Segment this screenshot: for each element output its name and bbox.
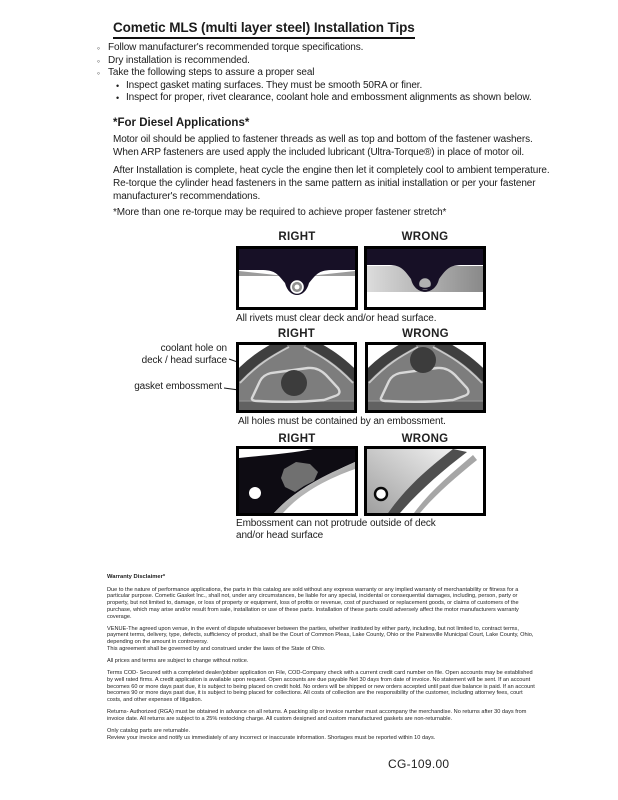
diesel-paragraph-1: Motor oil should be applied to fastener threads as well as top and bottom of the fastener washers. When ARP fasteners are used apply the included lubricant (Ultra-Torque®) in place of motor oil. [113, 134, 533, 158]
rivet-clear-illustration [239, 249, 355, 307]
disclaimer-paragraph: Only catalog parts are returnable. [107, 728, 191, 735]
dot-bullet-icon: • [116, 93, 120, 104]
page-number: CG-109.00 [388, 757, 450, 771]
disclaimer-paragraph: Returns- Authorized (RGA) must be obtained in advance on all returns. A packing slip or invoice number must accompany the merchandise. No returns after 30 days from invoice date. All returns are subject to a 25% restocking charge. All custom designed and custom manufactured gaskets are non-returnable. [107, 709, 527, 722]
coolant-hole-annotation: coolant hole on deck / head surface [141, 343, 227, 366]
list-item [97, 67, 567, 80]
tip-text: Dry installation is recommended. [108, 54, 250, 66]
fig2-wrong-label: WRONG [402, 328, 449, 340]
fig3-right-label: RIGHT [278, 433, 316, 445]
disclaimer-paragraph: Review your invoice and notify us immediately of any incorrect or inaccurate information. Shortages must be reported within 10 days. [107, 734, 436, 741]
disclaimer-paragraph: All prices and terms are subject to change without notice. [107, 658, 249, 665]
gasket-embossment-annotation: gasket embossment [134, 381, 222, 392]
fig2-right-label: RIGHT [277, 328, 316, 340]
diesel-paragraph-2: After Installation is complete, heat cycle the engine then let it completely cool to ambient temperature. Re-torque the cylinder head fasteners in the same pattern as initial installation or per your fastener manufacturer's recommendations. [113, 165, 550, 202]
fig2-caption: All holes must be contained by an embossment. [238, 416, 446, 427]
disclaimer-paragraph: Terms COD- Secured with a completed dealer/jobber application on File, COD-Company check with a current credit card number on file. Open accounts may be established by well rated firms. A credit application is available upon request. Open accounts are due payable Net 30 days from date of invoice. No statement will be sent. If an account becomes 60 or more days past due, it is subject to being placed on credit hold. No orders will be shipped or new orders accepted until past due balance is paid. If an account becomes 90 or more days past due, it is subject to being placed for collections. All costs of collection are the responsibility of the customer, including attorney fees, court costs, and other expenses of litigation. [107, 670, 535, 704]
embossment-inside-illustration [239, 449, 355, 513]
fig3-caption: Embossment can not protrude outside of deck and/or head surface [236, 518, 436, 541]
fig1-caption: All rivets must clear deck and/or head surface. [236, 313, 437, 324]
tip-text: Follow manufacturer's recommended torque specifications. [108, 42, 364, 53]
fig1-right-label: RIGHT [278, 231, 316, 243]
fig1-wrong-diagram [364, 246, 486, 310]
fig3-wrong-label: WRONG [401, 433, 449, 445]
hole-outside-illustration [368, 345, 483, 410]
circle-bullet-icon: ◦ [97, 43, 100, 53]
fig2-right-diagram [236, 342, 357, 413]
disclaimer-paragraph: Due to the nature of performance applications, the parts in this catalog are sold without any express warranty or any implied warranty of merchantability or fitness for a particular purpose. Cometic Gasket Inc., shall not, under any circumstances, be liable for any special, incidental or consequential damages, including, person, party or property, but not limited to, damage, or loss of property or equipment, loss of profits or revenue, cost of purchased or replacement goods, or claims of customers of the purchase, which may arise and/or result from sale, installation or use of these parts. Installation of these parts could adversely affect the motor manufacturers warranty coverage. [107, 586, 519, 620]
warranty-disclaimer [107, 574, 535, 747]
list-item [116, 80, 567, 93]
page-title: Cometic MLS (multi layer steel) Installation Tips [113, 20, 415, 39]
tips-list [97, 42, 567, 105]
diesel-applications-heading: *For Diesel Applications* [113, 117, 250, 129]
list-item [116, 92, 567, 105]
fig2-wrong-diagram [365, 342, 486, 413]
fig1-wrong-label: WRONG [401, 231, 449, 243]
hole-contained-illustration [239, 345, 354, 410]
rivet-overlap-illustration [367, 249, 483, 307]
embossment-protrude-illustration [367, 449, 483, 513]
disclaimer-paragraph: This agreement shall be governed by and construed under the laws of the State of Ohio. [107, 645, 326, 652]
tip-text: Inspect for proper, rivet clearance, coolant hole and embossment alignments as shown below. [126, 92, 532, 104]
fig1-right-diagram [236, 246, 358, 310]
circle-bullet-icon: ◦ [97, 55, 100, 66]
list-item [97, 55, 567, 68]
tip-text: Inspect gasket mating surfaces. They must be smooth 50RA or finer. [126, 79, 423, 91]
retorque-note: *More than one re-torque may be required to achieve proper fastener stretch* [113, 207, 447, 218]
tip-text: Take the following steps to assure a proper seal [108, 67, 315, 79]
fig3-right-diagram [236, 446, 358, 516]
circle-bullet-icon: ◦ [97, 68, 100, 79]
list-item [97, 42, 567, 55]
fig3-wrong-diagram [364, 446, 486, 516]
disclaimer-heading: Warranty Disclaimer* [107, 574, 166, 580]
dot-bullet-icon: • [116, 80, 120, 91]
disclaimer-paragraph: VENUE-The agreed upon venue, in the event of dispute whatsoever between the parties, whether instituted by either party, including, but not limited to, contract terms, payment terms, delivery, type, defects, sufficiency of product, shall be the Court of Common Pleas, Lake County, Ohio or the Painesville Municipal Court, Lake County, Ohio, depending on the amount in controversy. [107, 625, 534, 646]
